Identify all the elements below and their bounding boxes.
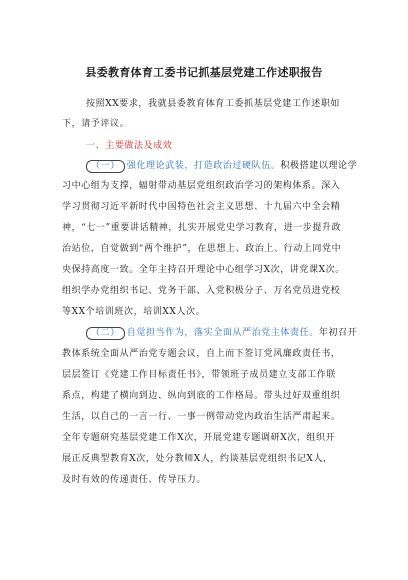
paragraph-2-line: 层层签订《党建工作目标责任书》，带领班子成员建立支部工作联 [62, 370, 336, 380]
paragraph-1-line: 组织学办党组织书记、党务干部、入党积极分子、万名党员进党校 [62, 286, 341, 296]
intro-line-1: 按照XX要求，我就县委教育体育工委抓基层党建工作述职如 [86, 99, 341, 109]
paragraph-2-lead: 年初召开 [318, 328, 358, 338]
paragraph-2-line: 及时有效的传递责任、传导压力。 [62, 475, 207, 485]
document-title: 县委教育体育工委书记抓基层党建工作述职报告 [85, 66, 323, 79]
paragraph-1-number: （一） [86, 160, 125, 173]
paragraph-2-heading: 自觉担当作为，落实全面从严治党主体责任。 [126, 328, 319, 338]
paragraph-2-line: 全年专题研究基层党建工作X次，开展党建专题调研X次，组织开 [62, 433, 336, 443]
paragraph-1-line: 神，“七一”重要讲话精神，扎实开展党史学习教育，进一步提升政 [62, 223, 342, 233]
paragraph-1-line: 习中心组为支撑，辐射带动基层党组织政治学习的架构体系。深入 [62, 181, 341, 191]
paragraph-1-line: 央保持高度一致。全年主持召开理论中心组学习X次，讲党课X次。 [62, 265, 345, 275]
intro-line-2: 下，请予评议。 [62, 119, 130, 129]
paragraph-2-number: （二） [86, 327, 125, 340]
paragraph-2-first-line [86, 327, 357, 340]
section-heading-1: 一、主要做法及成效 [86, 141, 173, 151]
paragraph-1-line: 治站位，自觉做到“两个维护”，在思想上、政治上、行动上同党中 [62, 244, 342, 254]
paragraph-2-line: 系点，构建了横向到边、纵向到底的工作格局。带头过好双重组织 [62, 391, 341, 401]
paragraph-1-first-line [86, 160, 357, 173]
paragraph-2-line: 教体系统全面从严治党专题会议，自上而下签订党风廉政责任书， [62, 349, 341, 359]
paragraph-2-line: 展正反典型教育X次，处分教师X人，约谈基层党组织书记X人， [62, 454, 333, 464]
paragraph-1-heading: 强化理论武装，打造政治过硬队伍。 [126, 161, 281, 171]
paragraph-1-line: 等XX个培训班次，培训XX人次。 [62, 307, 206, 317]
paragraph-2-line: 生活，以自己的一言一行、一事一例带动党内政治生活严肃起来。 [62, 412, 341, 422]
paragraph-1-line: 学习贯彻习近平新时代中国特色社会主义思想、十九届六中全会精 [62, 202, 341, 212]
paragraph-1-lead: 积极搭建以理论学 [280, 161, 358, 171]
